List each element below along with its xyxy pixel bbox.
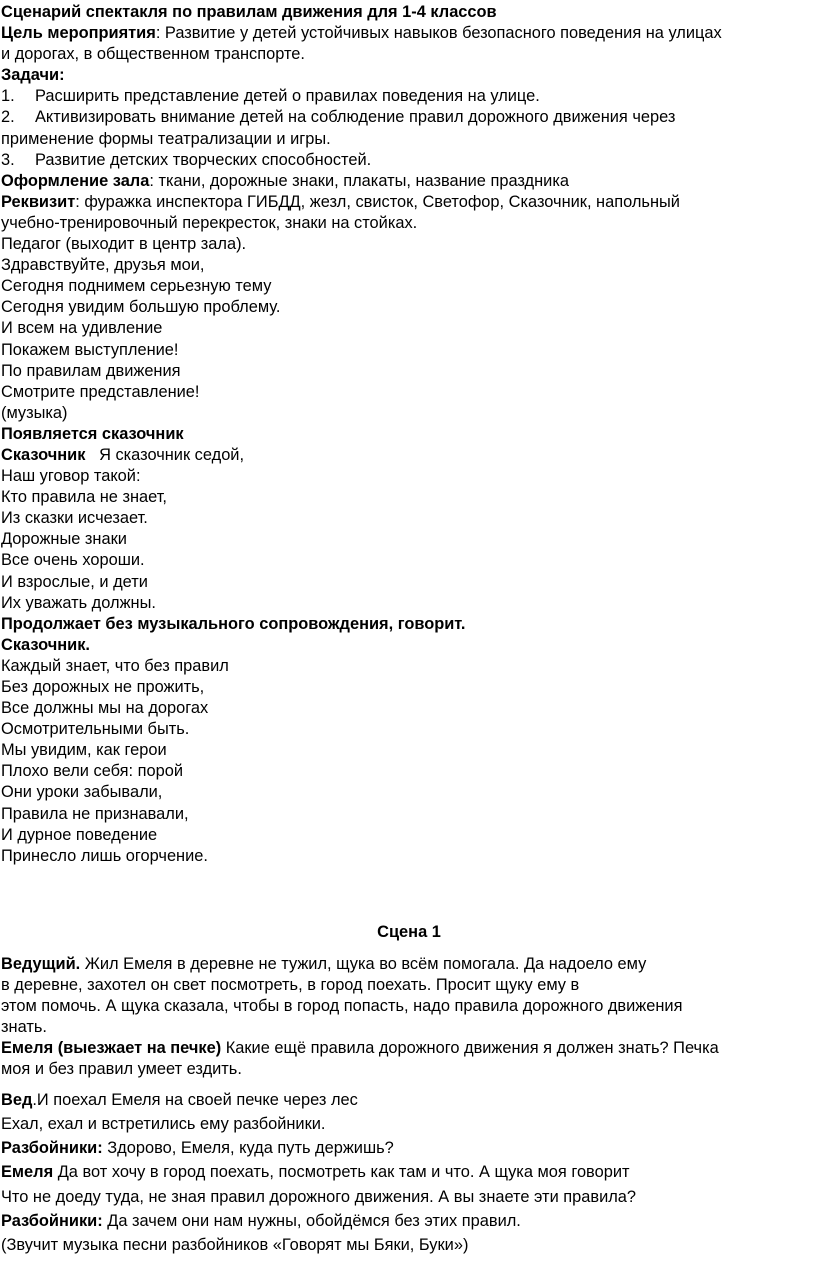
host-line-cont: знать. <box>1 1018 47 1037</box>
intro-line: Педагог (выходит в центр зала). <box>1 235 247 254</box>
intro-line: По правилам движения <box>1 361 181 380</box>
paragraph-gap <box>1 1081 816 1090</box>
goal-paragraph: Цель мероприятия: Развитие у детей устойчивых навыков безопасного поведения на улицах <box>1 24 722 43</box>
storyteller-label: Сказочник. <box>1 635 90 654</box>
goal-label: Цель мероприятия <box>1 24 156 43</box>
props-paragraph: Реквизит: фуражка инспектора ГИБДД, жезл, свисток, Светофор, Сказочник, напольный <box>1 192 680 211</box>
storyteller-verse-line: Мы увидим, как герои <box>1 741 167 760</box>
intro-line: (музыка) <box>1 403 68 422</box>
stage-direction: Появляется сказочник <box>1 424 184 443</box>
storyteller-verse-line: Все должны мы на дорогах <box>1 699 209 718</box>
storyteller-verse-line: И дурное поведение <box>1 825 158 844</box>
storyteller-verse-line: Правила не признавали, <box>1 804 189 823</box>
storyteller-verse-line: Из сказки исчезает. <box>1 509 148 528</box>
host-line-cont: в деревне, захотел он свет посмотреть, в город поехать. Просит щуку ему в <box>1 976 580 995</box>
storyteller-verse-line: Они уроки забывали, <box>1 783 163 802</box>
goal-paragraph-cont: и дорогах, в общественном транспорте. <box>1 45 305 64</box>
storyteller-line: Сказочник Я сказочник седой, <box>1 445 245 464</box>
intro-line: Здравствуйте, друзья мои, <box>1 256 205 275</box>
intro-line: Сегодня поднимем серьезную тему <box>1 277 272 296</box>
host-line: Ведущий. Жил Емеля в деревне не тужил, щука во всём помогала. Да надоело ему <box>1 954 647 973</box>
tasks-label: Задачи: <box>1 66 65 85</box>
storyteller-verse-line: Все очень хороши. <box>1 551 145 570</box>
robbers-line: Разбойники: Да зачем они нам нужны, обойдёмся без этих правил. <box>1 1211 521 1230</box>
storyteller-verse-line: Каждый знает, что без правил <box>1 656 229 675</box>
storyteller-verse-line: Принесло лишь огорчение. <box>1 846 208 865</box>
storyteller-verse-line: Дорожные знаки <box>1 530 127 549</box>
emelya-line-cont: Что не доеду туда, не зная правил дорожного движения. А вы знаете эти правила? <box>1 1187 637 1206</box>
storyteller-verse-line: Осмотрительными быть. <box>1 720 190 739</box>
storyteller-verse-line: Их уважать должны. <box>1 593 156 612</box>
decor-paragraph: Оформление зала: ткани, дорожные знаки, плакаты, название праздника <box>1 171 569 190</box>
intro-line: Смотрите представление! <box>1 382 200 401</box>
intro-line: И всем на удивление <box>1 319 163 338</box>
storyteller-verse-line: Наш уговор такой: <box>1 467 141 486</box>
storyteller-verse-line: Плохо вели себя: порой <box>1 762 184 781</box>
host-line-cont: Ехал, ехал и встретились ему разбойники. <box>1 1114 326 1133</box>
emelya-line: Емеля Да вот хочу в город поехать, посмотреть как там и что. А щука моя говорит <box>1 1163 630 1182</box>
document-title: Сценарий спектакля по правилам движения для 1-4 классов <box>1 3 497 21</box>
stage-direction-music: (Звучит музыка песни разбойников «Говорят мы Бяки, Буки») <box>1 1236 469 1255</box>
stage-direction: Продолжает без музыкального сопровождения, говорит. <box>1 614 466 633</box>
emelya-line: Емеля (выезжает на печке) Какие ещё правила дорожного движения я должен знать? Печка <box>1 1039 719 1058</box>
storyteller-verse-line: И взрослые, и дети <box>1 572 148 591</box>
task-item-2: 2. Активизировать внимание детей на соблюдение правил дорожного движения через <box>1 108 676 127</box>
host-line-cont: этом помочь. А щука сказала, чтобы в город попасть, надо правила дорожного движения <box>1 997 683 1016</box>
props-paragraph-cont: учебно-тренировочный перекресток, знаки на стойках. <box>1 213 418 232</box>
intro-line: Покажем выступление! <box>1 340 179 359</box>
task-item-1: 1. Расширить представление детей о правилах поведения на улице. <box>1 87 540 106</box>
robbers-line: Разбойники: Здорово, Емеля, куда путь держишь? <box>1 1139 394 1158</box>
emelya-line-cont: моя и без правил умеет ездить. <box>1 1060 242 1079</box>
task-item-2-cont: применение формы театрализации и игры. <box>1 129 331 148</box>
storyteller-verse-line: Без дорожных не прожить, <box>1 678 205 696</box>
storyteller-verse-line: Кто правила не знает, <box>1 488 167 507</box>
scene-heading: Сцена 1 <box>377 922 441 941</box>
host-line: Вед.И поехал Емеля на своей печке через лес <box>1 1090 358 1109</box>
intro-line: Сегодня увидим большую проблему. <box>1 298 281 317</box>
task-item-3: 3. Развитие детских творческих способностей. <box>1 150 372 169</box>
